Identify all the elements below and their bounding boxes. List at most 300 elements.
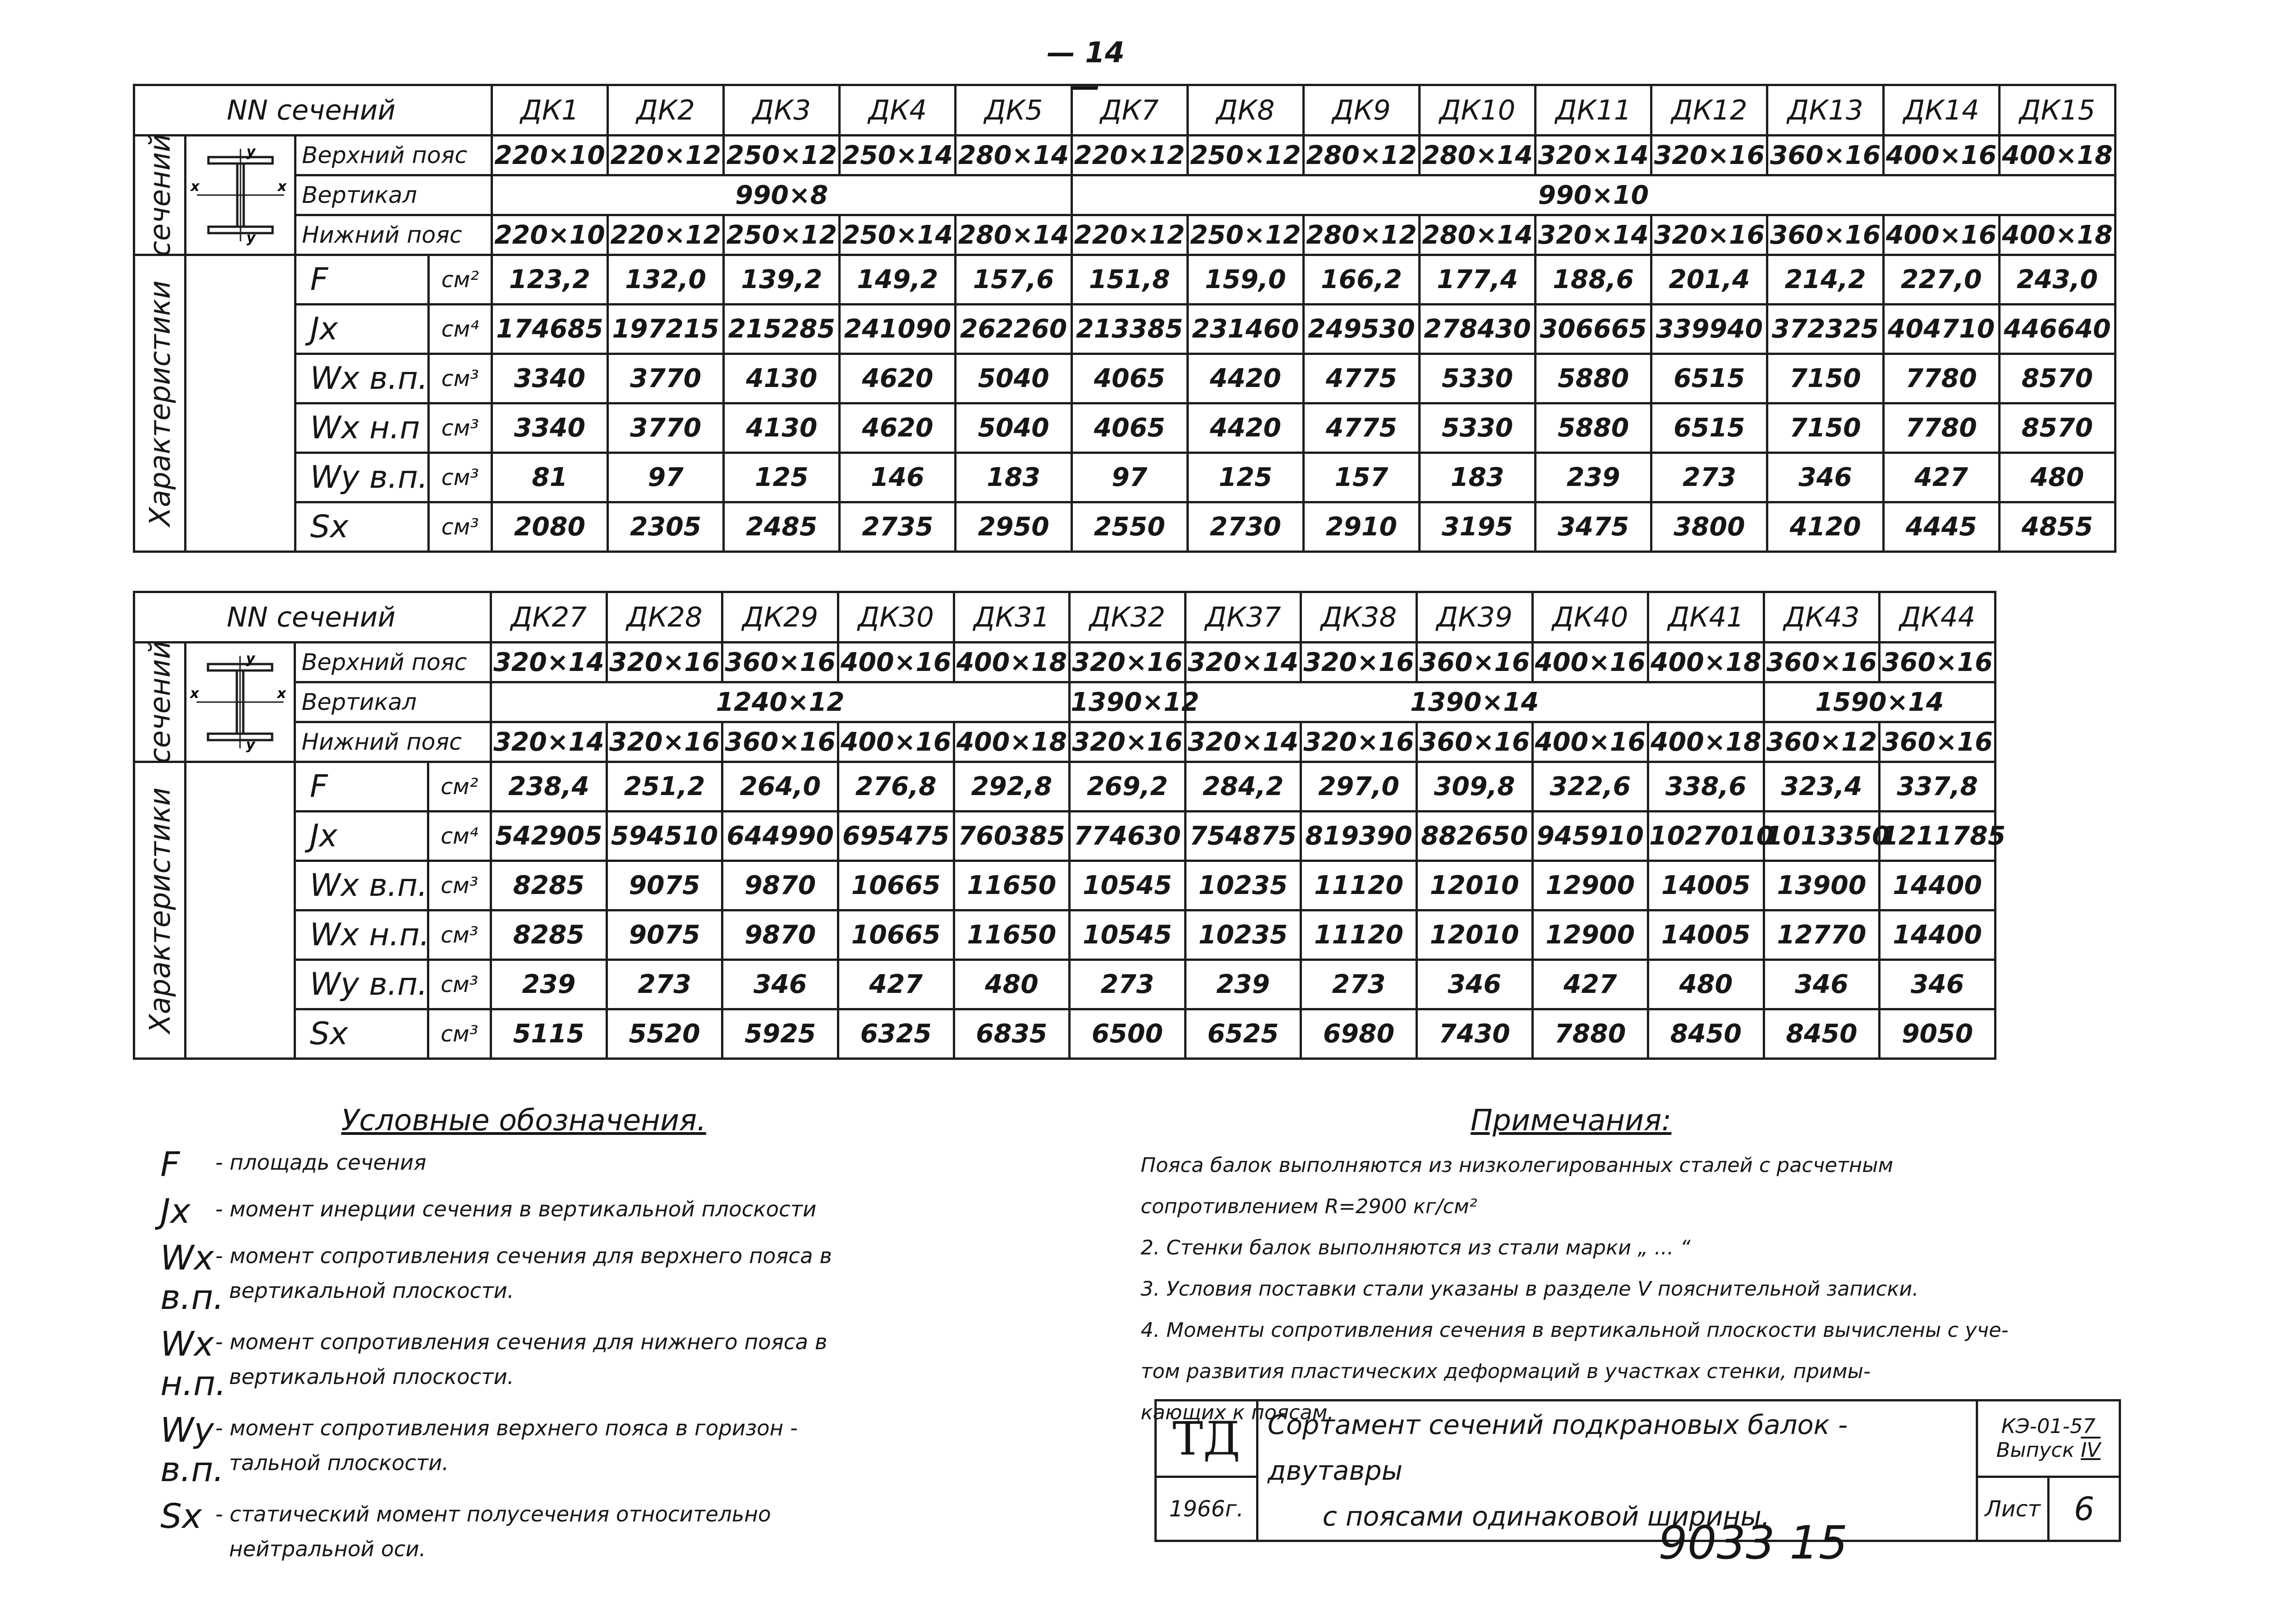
legend-text: - момент сопротивления верхнего пояса в горизон - <box>215 1416 798 1440</box>
property-value: 5880 <box>1536 354 1651 403</box>
section-name: ДК31 <box>954 592 1070 643</box>
property-value: 125 <box>1187 453 1303 502</box>
property-value: 273 <box>607 960 722 1009</box>
section-name: ДК38 <box>1301 592 1417 643</box>
web-value: 990×8 <box>492 175 1071 215</box>
property-value: 322,6 <box>1532 762 1648 812</box>
top-flange-value: 360×16 <box>1767 136 1883 175</box>
bottom-flange-value: 400×18 <box>1648 722 1764 762</box>
property-value: 882650 <box>1416 812 1532 861</box>
property-value: 427 <box>1883 453 1999 502</box>
property-value: 337,8 <box>1880 762 1995 812</box>
section-name: ДК28 <box>607 592 722 643</box>
property-value: 372325 <box>1767 305 1883 354</box>
section-name: ДК44 <box>1880 592 1995 643</box>
property-value: 2485 <box>724 502 840 552</box>
property-unit: см³ <box>429 403 492 453</box>
property-value: 273 <box>1070 960 1186 1009</box>
property-value: 11650 <box>954 910 1070 960</box>
property-value: 12010 <box>1416 861 1532 910</box>
property-value: 8450 <box>1648 1009 1764 1059</box>
property-value: 4620 <box>840 354 956 403</box>
property-value: 5040 <box>956 403 1071 453</box>
top-flange-value: 360×16 <box>1416 643 1532 682</box>
property-value: 1027010 <box>1648 812 1764 861</box>
property-value: 427 <box>838 960 954 1009</box>
property-value: 4620 <box>840 403 956 453</box>
property-symbol: F <box>295 762 428 812</box>
top-flange-value: 320×16 <box>1651 136 1767 175</box>
sheet-number: 6 <box>2049 1477 2120 1541</box>
top-flange-value: 220×12 <box>1071 136 1187 175</box>
property-value: 5330 <box>1420 403 1536 453</box>
property-value: 241090 <box>840 305 956 354</box>
property-value: 4065 <box>1071 354 1187 403</box>
web-value: 1590×14 <box>1764 682 1995 722</box>
property-value: 239 <box>1185 960 1301 1009</box>
property-value: 81 <box>492 453 607 502</box>
property-value: 188,6 <box>1536 255 1651 305</box>
bottom-flange-value: 400×16 <box>1883 215 1999 255</box>
property-value: 1211785 <box>1880 812 1995 861</box>
section-name: ДК10 <box>1420 85 1536 136</box>
issue-line <box>1979 1439 2118 1462</box>
property-value: 14005 <box>1648 910 1764 960</box>
property-value: 132,0 <box>608 255 724 305</box>
section-name: ДК11 <box>1536 85 1651 136</box>
section-name: ДК4 <box>840 85 956 136</box>
i-beam-diagram <box>187 651 293 753</box>
property-value: 10235 <box>1185 910 1301 960</box>
property-value: 9075 <box>607 910 722 960</box>
section-name: ДК7 <box>1071 85 1187 136</box>
top-flange-value: 400×18 <box>1999 136 2115 175</box>
property-symbol: F <box>295 255 429 305</box>
notes <box>1141 1145 2103 1433</box>
bottom-flange-value: 280×14 <box>1420 215 1536 255</box>
note-line: 4. Моменты сопротивления сечения в вертикальной плоскости вычислены с уче- <box>1141 1319 2009 1342</box>
legend-text: тальной плоскости. <box>229 1450 449 1475</box>
series-cell <box>1977 1401 2120 1477</box>
property-unit: см³ <box>428 960 491 1009</box>
property-value: 249530 <box>1303 305 1419 354</box>
property-value: 123,2 <box>492 255 607 305</box>
section-name: ДК27 <box>491 592 607 643</box>
web-value: 1390×12 <box>1070 682 1186 722</box>
axis-label-y-bottom: y <box>246 230 256 246</box>
title-block <box>1154 1399 2121 1542</box>
top-flange-value: 280×12 <box>1303 136 1419 175</box>
property-value: 13900 <box>1764 861 1880 910</box>
bottom-flange-value: 220×10 <box>492 215 607 255</box>
property-value: 14400 <box>1880 910 1995 960</box>
property-value: 227,0 <box>1883 255 1999 305</box>
legend-text: - момент сопротивления сечения для нижнего пояса в <box>215 1330 827 1354</box>
property-symbol: Jx <box>295 812 428 861</box>
property-value: 214,2 <box>1767 255 1883 305</box>
top-flange-value: 400×16 <box>1883 136 1999 175</box>
property-value: 9870 <box>722 910 838 960</box>
top-flange-value: 400×16 <box>838 643 954 682</box>
web-label: Вертикал <box>295 682 491 722</box>
property-value: 8570 <box>1999 354 2115 403</box>
top-flange-value: 220×10 <box>492 136 607 175</box>
property-value: 346 <box>1880 960 1995 1009</box>
property-value: 6515 <box>1651 354 1767 403</box>
legend-item <box>160 1145 1077 1184</box>
bottom-flange-value: 220×12 <box>1071 215 1187 255</box>
property-value: 6835 <box>954 1009 1070 1059</box>
property-value: 231460 <box>1187 305 1303 354</box>
property-value: 97 <box>1071 453 1187 502</box>
property-value: 2910 <box>1303 502 1419 552</box>
property-value: 542905 <box>491 812 607 861</box>
property-unit: см³ <box>428 861 491 910</box>
axis-label-x-left: x <box>190 179 200 195</box>
bottom-section-table <box>133 591 2006 1060</box>
legend-item <box>160 1324 1077 1403</box>
org-mark: ТД <box>1156 1401 1257 1477</box>
property-value: 197215 <box>608 305 724 354</box>
legend <box>160 1145 1077 1574</box>
property-value: 9050 <box>1880 1009 1995 1059</box>
property-value: 754875 <box>1185 812 1301 861</box>
property-value: 3770 <box>608 403 724 453</box>
property-value: 151,8 <box>1071 255 1187 305</box>
property-value: 3800 <box>1651 502 1767 552</box>
web-value: 1390×14 <box>1185 682 1764 722</box>
legend-symbol: Jx <box>160 1192 191 1231</box>
top-flange-value: 320×16 <box>1070 643 1186 682</box>
property-unit: см² <box>428 762 491 812</box>
property-value: 5115 <box>491 1009 607 1059</box>
property-value: 339940 <box>1651 305 1767 354</box>
sheet-label: Лист <box>1977 1477 2049 1541</box>
web-label: Вертикал <box>295 175 492 215</box>
issue-number: IV <box>2081 1439 2101 1462</box>
legend-text: - момент инерции сечения в вертикальной плоскости <box>215 1197 817 1221</box>
note-line: том развития пластических деформаций в участках стенки, примы- <box>1141 1360 1871 1383</box>
property-value: 11120 <box>1301 861 1417 910</box>
top-flange-value: 280×14 <box>956 136 1071 175</box>
property-value: 12900 <box>1532 910 1648 960</box>
property-value: 346 <box>1767 453 1883 502</box>
property-value: 4420 <box>1187 403 1303 453</box>
property-value: 1013350 <box>1764 812 1880 861</box>
web-value: 990×10 <box>1071 175 2115 215</box>
bottom-flange-value: 360×16 <box>1416 722 1532 762</box>
property-value: 480 <box>1648 960 1764 1009</box>
property-unit: см⁴ <box>428 812 491 861</box>
property-value: 269,2 <box>1070 762 1186 812</box>
property-value: 5330 <box>1420 354 1536 403</box>
property-value: 251,2 <box>607 762 722 812</box>
legend-symbol: Wx в.п. <box>160 1238 224 1317</box>
property-value: 480 <box>954 960 1070 1009</box>
section-name: ДК9 <box>1303 85 1419 136</box>
i-beam-diagram <box>188 144 293 246</box>
property-symbol: Wx в.п. <box>295 354 429 403</box>
legend-text: нейтральной оси. <box>229 1537 426 1561</box>
property-unit: см⁴ <box>429 305 492 354</box>
issue-label: Выпуск <box>1996 1439 2075 1462</box>
page-number: — 14 — <box>1047 36 1125 103</box>
property-value: 9870 <box>722 861 838 910</box>
bottom-flange-value: 250×12 <box>724 215 840 255</box>
property-value: 760385 <box>954 812 1070 861</box>
section-name: ДК39 <box>1416 592 1532 643</box>
property-value: 297,0 <box>1301 762 1417 812</box>
bottom-flange-value: 400×18 <box>954 722 1070 762</box>
beam-diagram-cell <box>186 136 295 255</box>
property-value: 157,6 <box>956 255 1071 305</box>
property-value: 5040 <box>956 354 1071 403</box>
property-value: 201,4 <box>1651 255 1767 305</box>
property-value: 3475 <box>1536 502 1651 552</box>
section-name: ДК14 <box>1883 85 1999 136</box>
property-value: 10235 <box>1185 861 1301 910</box>
property-value: 12770 <box>1764 910 1880 960</box>
property-value: 4130 <box>724 403 840 453</box>
property-unit: см³ <box>428 910 491 960</box>
property-value: 177,4 <box>1420 255 1536 305</box>
property-value: 8285 <box>491 910 607 960</box>
property-value: 3340 <box>492 354 607 403</box>
top-flange-label: Верхний пояс <box>295 643 491 682</box>
bottom-flange-value: 320×16 <box>1070 722 1186 762</box>
property-value: 14400 <box>1880 861 1995 910</box>
property-value: 264,0 <box>722 762 838 812</box>
title-block-title <box>1257 1401 1977 1541</box>
property-value: 9075 <box>607 861 722 910</box>
property-value: 4855 <box>1999 502 2115 552</box>
property-value: 2550 <box>1071 502 1187 552</box>
section-name: ДК41 <box>1648 592 1764 643</box>
property-value: 4775 <box>1303 403 1419 453</box>
note-line: сопротивлением R=2900 кг/см² <box>1141 1195 1477 1218</box>
property-value: 819390 <box>1301 812 1417 861</box>
property-unit: см² <box>429 255 492 305</box>
section-name: ДК2 <box>608 85 724 136</box>
top-flange-value: 250×12 <box>1187 136 1303 175</box>
bottom-flange-value: 220×12 <box>608 215 724 255</box>
property-value: 273 <box>1651 453 1767 502</box>
property-value: 276,8 <box>838 762 954 812</box>
legend-item <box>160 1238 1077 1317</box>
section-name: ДК8 <box>1187 85 1303 136</box>
bottom-flange-value: 250×14 <box>840 215 956 255</box>
property-value: 183 <box>956 453 1071 502</box>
legend-text: вертикальной плоскости. <box>229 1278 514 1303</box>
property-value: 4130 <box>724 354 840 403</box>
property-unit: см³ <box>429 453 492 502</box>
legend-title: Условные обозначения. <box>341 1104 706 1138</box>
property-value: 3770 <box>608 354 724 403</box>
axis-label-x-right: x <box>277 686 286 702</box>
property-value: 10665 <box>838 910 954 960</box>
top-flange-value: 280×14 <box>1420 136 1536 175</box>
property-value: 10665 <box>838 861 954 910</box>
property-value: 6325 <box>838 1009 954 1059</box>
property-value: 11650 <box>954 861 1070 910</box>
bottom-flange-label: Нижний пояс <box>295 215 492 255</box>
legend-text: вертикальной плоскости. <box>229 1364 514 1389</box>
bottom-flange-value: 360×16 <box>1880 722 1995 762</box>
property-value: 6980 <box>1301 1009 1417 1059</box>
property-value: 446640 <box>1999 305 2115 354</box>
property-value: 284,2 <box>1185 762 1301 812</box>
bottom-flange-value: 280×14 <box>956 215 1071 255</box>
property-value: 239 <box>491 960 607 1009</box>
legend-symbol: Wy в.п. <box>160 1411 224 1489</box>
legend-text: - статический момент полусечения относительно <box>215 1502 771 1526</box>
bottom-flange-value: 360×12 <box>1764 722 1880 762</box>
property-value: 14005 <box>1648 861 1764 910</box>
property-value: 774630 <box>1070 812 1186 861</box>
property-symbol: Sx <box>295 502 429 552</box>
property-value: 2080 <box>492 502 607 552</box>
top-flange-value: 360×16 <box>1764 643 1880 682</box>
property-value: 157 <box>1303 453 1419 502</box>
property-value: 7880 <box>1532 1009 1648 1059</box>
bottom-flange-value: 360×16 <box>1767 215 1883 255</box>
property-value: 2305 <box>608 502 724 552</box>
property-value: 146 <box>840 453 956 502</box>
title-line-1: Сортамент сечений подкрановых балок - двутавры <box>1268 1409 1848 1486</box>
property-value: 239 <box>1536 453 1651 502</box>
property-value: 139,2 <box>724 255 840 305</box>
property-value: 338,6 <box>1648 762 1764 812</box>
property-value: 273 <box>1301 960 1417 1009</box>
property-value: 346 <box>1764 960 1880 1009</box>
property-value: 5880 <box>1536 403 1651 453</box>
top-flange-value: 320×14 <box>1536 136 1651 175</box>
property-value: 10545 <box>1070 861 1186 910</box>
section-name: ДК1 <box>492 85 607 136</box>
bottom-flange-value: 320×14 <box>1185 722 1301 762</box>
property-value: 12010 <box>1416 910 1532 960</box>
property-value: 404710 <box>1883 305 1999 354</box>
top-flange-value: 320×16 <box>607 643 722 682</box>
section-name: ДК32 <box>1070 592 1186 643</box>
property-value: 8450 <box>1764 1009 1880 1059</box>
property-value: 8285 <box>491 861 607 910</box>
property-value: 346 <box>722 960 838 1009</box>
top-flange-value: 250×12 <box>724 136 840 175</box>
bottom-flange-value: 400×16 <box>838 722 954 762</box>
top-flange-value: 400×18 <box>954 643 1070 682</box>
property-symbol: Wx н.п. <box>295 910 428 960</box>
notes-title: Примечания: <box>1470 1104 1672 1138</box>
property-unit: см³ <box>428 1009 491 1059</box>
section-name: ДК37 <box>1185 592 1301 643</box>
note-line: 2. Стенки балок выполняются из стали марки „ ... “ <box>1141 1236 1691 1259</box>
section-name: ДК15 <box>1999 85 2115 136</box>
property-value: 7150 <box>1767 403 1883 453</box>
section-header-label: NN сечений <box>134 85 492 136</box>
bottom-flange-value: 320×16 <box>1651 215 1767 255</box>
legend-symbol: Wx н.п. <box>160 1324 226 1403</box>
property-value: 4065 <box>1071 403 1187 453</box>
property-value: 2730 <box>1187 502 1303 552</box>
property-value: 6500 <box>1070 1009 1186 1059</box>
property-value: 2950 <box>956 502 1071 552</box>
top-flange-value: 250×14 <box>840 136 956 175</box>
axis-label-x-left: x <box>190 686 199 702</box>
property-symbol: Wy в.п. <box>295 453 429 502</box>
characteristics-label: Характеристики <box>134 762 186 1059</box>
section-name: ДК13 <box>1767 85 1883 136</box>
bottom-flange-value: 400×18 <box>1999 215 2115 255</box>
property-value: 5520 <box>607 1009 722 1059</box>
property-symbol: Wy в.п. <box>295 960 428 1009</box>
beam-diagram-cell <box>186 643 295 762</box>
property-value: 166,2 <box>1303 255 1419 305</box>
note-line: Пояса балок выполняются из низколегированных сталей с расчетным <box>1141 1154 1893 1177</box>
property-value: 7150 <box>1767 354 1883 403</box>
legend-item <box>160 1497 1077 1566</box>
property-value: 4120 <box>1767 502 1883 552</box>
top-flange-value: 360×16 <box>722 643 838 682</box>
property-value: 427 <box>1532 960 1648 1009</box>
legend-symbol: F <box>160 1145 180 1184</box>
bottom-flange-value: 320×16 <box>1301 722 1417 762</box>
section-header-label: NN сечений <box>134 592 491 643</box>
property-value: 11120 <box>1301 910 1417 960</box>
bottom-flange-value: 320×16 <box>607 722 722 762</box>
archive-number: 9033 15 <box>1658 1516 1848 1570</box>
section-name: ДК29 <box>722 592 838 643</box>
section-group-label: сечений <box>134 643 186 762</box>
property-value: 480 <box>1999 453 2115 502</box>
note-line: кающих к поясам. <box>1141 1401 1334 1424</box>
bottom-flange-label: Нижний пояс <box>295 722 491 762</box>
property-value: 159,0 <box>1187 255 1303 305</box>
section-name: ДК30 <box>838 592 954 643</box>
axis-label-y-top: y <box>246 651 255 667</box>
bottom-flange-value: 320×14 <box>1536 215 1651 255</box>
property-value: 12900 <box>1532 861 1648 910</box>
property-value: 309,8 <box>1416 762 1532 812</box>
title-line-2: с поясами одинаковой ширины. <box>1323 1501 1770 1532</box>
property-value: 695475 <box>838 812 954 861</box>
property-value: 323,4 <box>1764 762 1880 812</box>
property-value: 4420 <box>1187 354 1303 403</box>
property-value: 2735 <box>840 502 956 552</box>
property-value: 945910 <box>1532 812 1648 861</box>
top-flange-value: 400×18 <box>1648 643 1764 682</box>
axis-label-x-right: x <box>277 179 287 195</box>
top-flange-value: 320×14 <box>1185 643 1301 682</box>
property-value: 7430 <box>1416 1009 1532 1059</box>
property-symbol: Sx <box>295 1009 428 1059</box>
property-value: 346 <box>1416 960 1532 1009</box>
characteristics-label: Характеристики <box>134 255 186 552</box>
property-value: 4775 <box>1303 354 1419 403</box>
property-value: 4445 <box>1883 502 1999 552</box>
property-symbol: Wx в.п. <box>295 861 428 910</box>
property-value: 262260 <box>956 305 1071 354</box>
property-value: 644990 <box>722 812 838 861</box>
series-code: КЭ-01-57 <box>2001 1415 2096 1439</box>
property-value: 149,2 <box>840 255 956 305</box>
bottom-flange-value: 250×12 <box>1187 215 1303 255</box>
top-flange-label: Верхний пояс <box>295 136 492 175</box>
note-line: 3. Условия поставки стали указаны в разделе V пояснительной записки. <box>1141 1277 1919 1301</box>
property-value: 174685 <box>492 305 607 354</box>
property-value: 238,4 <box>491 762 607 812</box>
property-value: 594510 <box>607 812 722 861</box>
